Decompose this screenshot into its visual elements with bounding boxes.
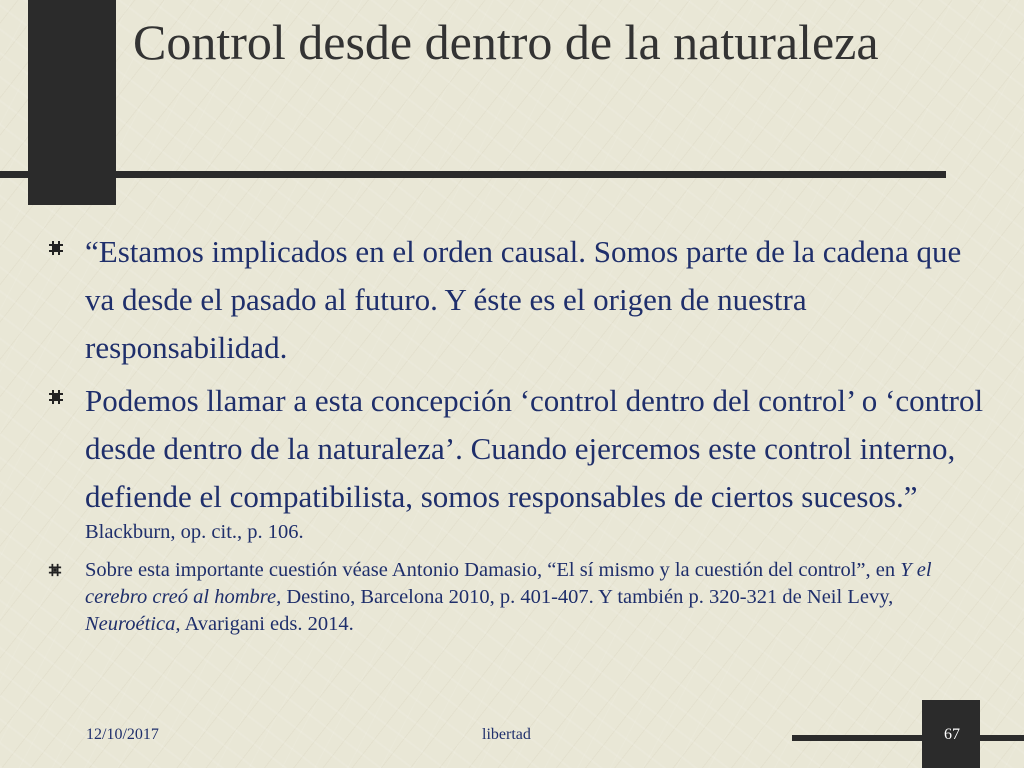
bullet-text-suffix: Avarigani eds. 2014. [180, 613, 354, 635]
bullet-text: Podemos llamar a esta concepción ‘control dentro del control’ o ‘control desde dentro de la naturaleza’. Cuando ejercemos este control interno, defiende el compatibilista, somos responsables de ciertos sucesos.” [85, 383, 984, 514]
slide-number: 67 [944, 726, 960, 743]
footer-line-right [980, 735, 1024, 741]
footer-date: 12/10/2017 [86, 726, 159, 743]
slide-body [48, 228, 993, 638]
footer-center-text: libertad [482, 726, 531, 743]
bullet-text: “Estamos implicados en el orden causal. Somos parte de la cadena que va desde el pasado al futuro. Y éste es el origen de nuestra responsabilidad. [85, 234, 962, 365]
hash-bullet-icon [48, 240, 64, 256]
bullet-text-middle: Destino, Barcelona 2010, p. 401-407. Y también p. 320-321 de Neil Levy, [281, 586, 894, 608]
slide-title: Control desde dentro de la naturaleza [133, 14, 879, 70]
book-title: Y el cerebro creó al hombre, [85, 559, 932, 608]
citation: Blackburn, op. cit., p. 106. [85, 521, 304, 543]
bullet-item [48, 377, 993, 545]
book-title: Neuroética, [85, 613, 181, 635]
bullet-item [48, 557, 993, 638]
hash-bullet-icon [48, 563, 62, 577]
bullet-text-prefix: Sobre esta importante cuestión véase Antonio Damasio, “El sí mismo y la cuestión del control”, en [85, 559, 901, 581]
bullet-item [48, 228, 993, 372]
title-underline-bar [0, 171, 946, 178]
hash-bullet-icon [48, 389, 64, 405]
footer-line-left [792, 735, 922, 741]
